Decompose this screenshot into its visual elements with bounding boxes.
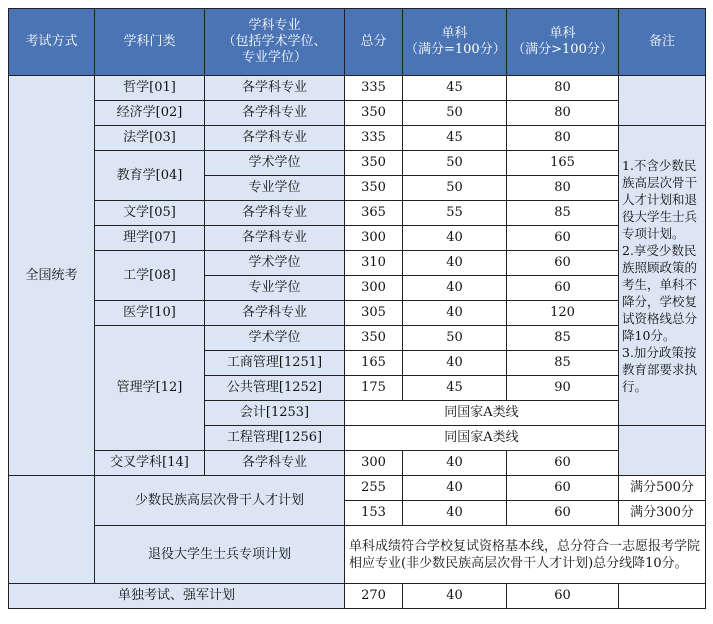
major-cell: 学术学位 <box>205 151 345 176</box>
table-row <box>9 201 706 226</box>
total-cell: 300 <box>345 226 403 251</box>
table-row <box>9 151 706 176</box>
category-cell: 哲学[01] <box>95 76 205 101</box>
header-row <box>9 9 706 76</box>
table-row <box>9 251 706 276</box>
single-100-cell: 45 <box>403 126 507 151</box>
header-category: 学科门类 <box>95 9 205 76</box>
single-100plus-cell: 85 <box>507 326 619 351</box>
remarks-spacer <box>619 76 706 126</box>
single-100plus-cell: 165 <box>507 151 619 176</box>
exam-mode-cell: 全国统考 <box>9 76 95 476</box>
single-100-cell: 40 <box>403 251 507 276</box>
single-100plus-cell: 80 <box>507 126 619 151</box>
single-100plus-cell: 60 <box>507 501 619 526</box>
category-cell: 理学[07] <box>95 226 205 251</box>
single-100-cell: 40 <box>403 584 507 609</box>
total-cell: 255 <box>345 476 403 501</box>
single-100-cell: 55 <box>403 201 507 226</box>
major-cell: 各学科专业 <box>205 451 345 476</box>
total-cell: 165 <box>345 351 403 376</box>
table-row <box>9 326 706 351</box>
minority-plan-label: 少数民族高层次骨干人才计划 <box>95 476 345 526</box>
major-cell: 专业学位 <box>205 176 345 201</box>
major-cell: 公共管理[1252] <box>205 376 345 401</box>
score-table <box>8 8 706 609</box>
separate-exam-label: 单独考试、强军计划 <box>9 584 345 609</box>
total-cell: 175 <box>345 376 403 401</box>
single-100plus-cell: 80 <box>507 76 619 101</box>
header-exam-mode: 考试方式 <box>9 9 95 76</box>
single-100-cell: 40 <box>403 226 507 251</box>
single-100-cell: 40 <box>403 451 507 476</box>
table-row <box>9 526 706 584</box>
header-major: 学科专业 （包括学术学位、 专业学位） <box>205 9 345 76</box>
major-cell: 工商管理[1251] <box>205 351 345 376</box>
veteran-plan-note: 单科成绩符合学校复试资格基本线，总分符合一志愿报考学院相应专业(非少数民族高层次骨干人才计划)总分线降10分。 <box>345 526 706 584</box>
table-row <box>9 76 706 101</box>
total-cell: 310 <box>345 251 403 276</box>
single-100-cell: 40 <box>403 276 507 301</box>
single-100-cell: 40 <box>403 476 507 501</box>
category-cell: 工学[08] <box>95 251 205 301</box>
veteran-plan-label: 退役大学生士兵专项计划 <box>95 526 345 584</box>
single-100plus-cell: 85 <box>507 201 619 226</box>
major-cell: 各学科专业 <box>205 126 345 151</box>
single-100-cell: 50 <box>403 151 507 176</box>
major-cell: 各学科专业 <box>205 201 345 226</box>
total-cell: 270 <box>345 584 403 609</box>
single-100-cell: 50 <box>403 326 507 351</box>
major-cell: 学术学位 <box>205 251 345 276</box>
major-cell: 各学科专业 <box>205 76 345 101</box>
single-100plus-cell: 60 <box>507 276 619 301</box>
header-total: 总分 <box>345 9 403 76</box>
total-cell: 335 <box>345 76 403 101</box>
table-row <box>9 476 706 501</box>
single-100-cell: 45 <box>403 76 507 101</box>
category-cell: 交叉学科[14] <box>95 451 205 476</box>
single-100-cell: 40 <box>403 501 507 526</box>
major-cell: 各学科专业 <box>205 301 345 326</box>
header-single-100: 单科 （满分=100分） <box>403 9 507 76</box>
table-row <box>9 301 706 326</box>
single-100-cell: 40 <box>403 351 507 376</box>
remarks-empty <box>619 584 706 609</box>
single-100-cell: 45 <box>403 376 507 401</box>
national-line-cell: 同国家A类线 <box>345 401 619 426</box>
total-cell: 300 <box>345 451 403 476</box>
remarks-spacer <box>619 426 706 476</box>
major-cell: 各学科专业 <box>205 101 345 126</box>
table-row <box>9 101 706 126</box>
total-cell: 350 <box>345 101 403 126</box>
single-100plus-cell: 80 <box>507 176 619 201</box>
table-row <box>9 451 706 476</box>
category-cell: 文学[05] <box>95 201 205 226</box>
single-100-cell: 50 <box>403 101 507 126</box>
exam-mode-spacer <box>9 476 95 584</box>
single-100plus-cell: 60 <box>507 584 619 609</box>
single-100plus-cell: 60 <box>507 451 619 476</box>
full-score-note: 满分300分 <box>619 501 706 526</box>
category-cell: 管理学[12] <box>95 326 205 451</box>
total-cell: 365 <box>345 201 403 226</box>
total-cell: 300 <box>345 276 403 301</box>
table-row <box>9 584 706 609</box>
header-remarks: 备注 <box>619 9 706 76</box>
single-100plus-cell: 120 <box>507 301 619 326</box>
major-cell: 各学科专业 <box>205 226 345 251</box>
category-cell: 教育学[04] <box>95 151 205 201</box>
table-row <box>9 126 706 151</box>
total-cell: 305 <box>345 301 403 326</box>
single-100plus-cell: 80 <box>507 101 619 126</box>
total-cell: 335 <box>345 126 403 151</box>
total-cell: 350 <box>345 176 403 201</box>
single-100-cell: 50 <box>403 176 507 201</box>
table-row <box>9 226 706 251</box>
single-100plus-cell: 60 <box>507 226 619 251</box>
category-cell: 法学[03] <box>95 126 205 151</box>
total-cell: 350 <box>345 151 403 176</box>
remarks-cell: 1.不含少数民族高层次骨干人才计划和退役大学生士兵专项计划。 2.享受少数民族照顾政策的考生，单科不降分，学校复试资格线总分降10分。 3.加分政策按教育部要求执行。 <box>619 126 706 426</box>
category-cell: 医学[10] <box>95 301 205 326</box>
single-100-cell: 40 <box>403 301 507 326</box>
full-score-note: 满分500分 <box>619 476 706 501</box>
major-cell: 学术学位 <box>205 326 345 351</box>
total-cell: 350 <box>345 326 403 351</box>
single-100plus-cell: 60 <box>507 251 619 276</box>
category-cell: 经济学[02] <box>95 101 205 126</box>
major-cell: 专业学位 <box>205 276 345 301</box>
single-100plus-cell: 60 <box>507 476 619 501</box>
major-cell: 工程管理[1256] <box>205 426 345 451</box>
major-cell: 会计[1253] <box>205 401 345 426</box>
header-single-100plus: 单科 （满分>100分） <box>507 9 619 76</box>
single-100plus-cell: 85 <box>507 351 619 376</box>
single-100plus-cell: 90 <box>507 376 619 401</box>
total-cell: 153 <box>345 501 403 526</box>
national-line-cell: 同国家A类线 <box>345 426 619 451</box>
